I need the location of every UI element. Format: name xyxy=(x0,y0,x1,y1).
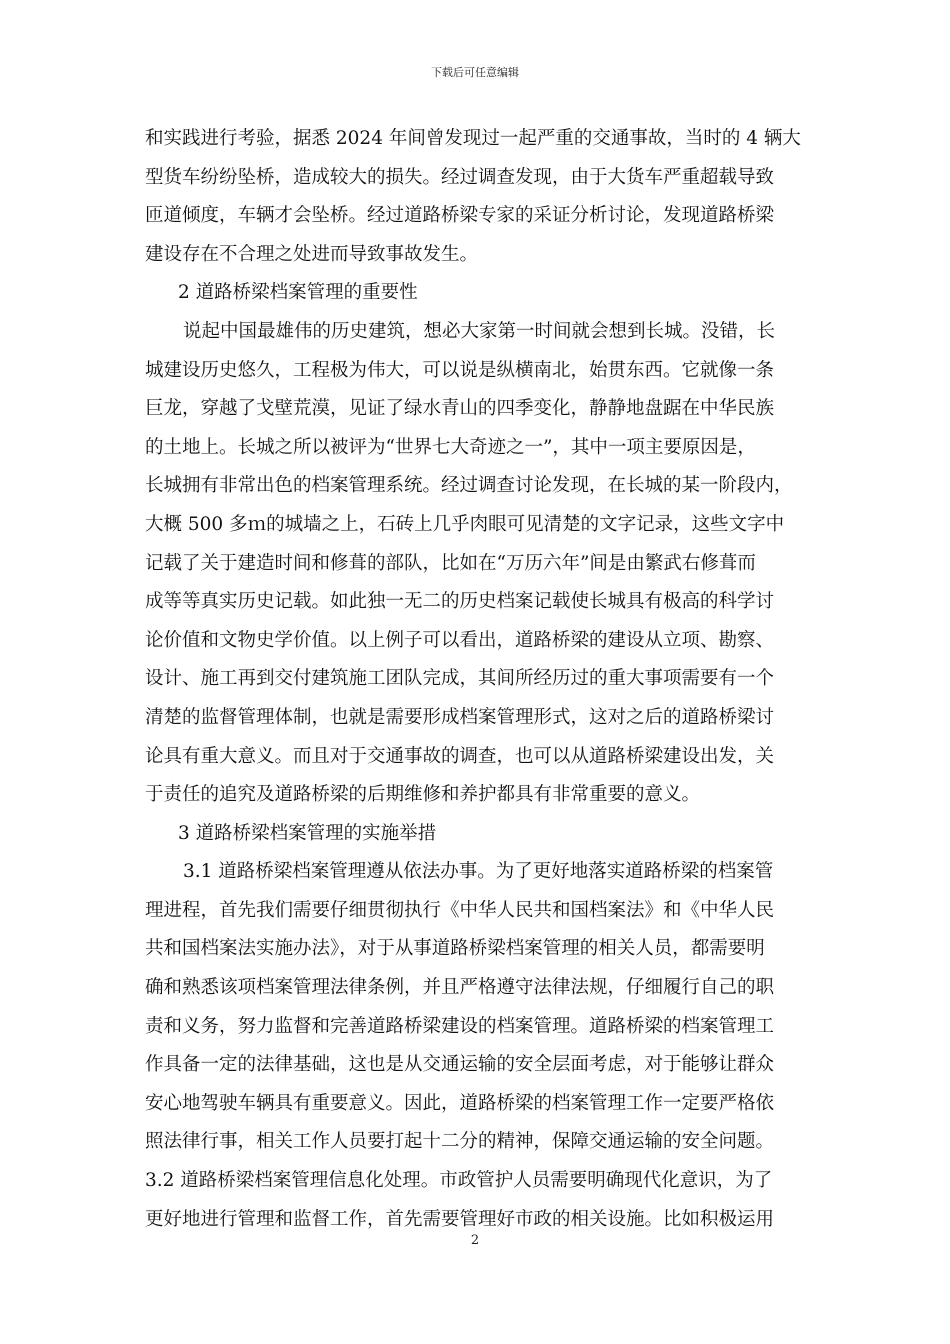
body-line: 论具有重大意义。而且对于交通事故的调查，也可以从道路桥梁建设出发，关 xyxy=(145,745,775,767)
body-line: 照法律行事，相关工作人员要打起十二分的精神，保障交通运输的安全问题。 xyxy=(145,1131,775,1153)
section-heading: 3 道路桥梁档案管理的实施举措 xyxy=(178,822,437,844)
page-number: 2 xyxy=(470,1233,480,1248)
body-line: 作具备一定的法律基础，这也是从交通运输的安全层面考虑，对于能够让群众 xyxy=(145,1054,775,1076)
subsection-line: 3.1 道路桥梁档案管理遵从依法办事。为了更好地落实道路桥梁的档案管 xyxy=(183,861,774,883)
body-line: 匝道倾度，车辆才会坠桥。经过道路桥梁专家的采证分析讨论，发现道路桥梁 xyxy=(145,205,775,227)
body-line: 于责任的追究及道路桥梁的后期维修和养护都具有非常重要的意义。 xyxy=(145,784,701,806)
body-line: 长城拥有非常出色的档案管理系统。经过调查讨论发现，在长城的某一阶段内， xyxy=(145,475,793,497)
body-line: 清楚的监督管理体制，也就是需要形成档案管理形式，这对之后的道路桥梁讨 xyxy=(145,706,775,728)
body-line: 记载了关于建造时间和修葺的部队，比如在“万历六年”间是由繁武右修葺而 xyxy=(145,552,756,574)
body-line: 论价值和文物史学价值。以上例子可以看出，道路桥梁的建设从立项、勘察、 xyxy=(145,629,775,651)
body-line: 设计、施工再到交付建筑施工团队完成，其间所经历过的重大事项需要有一个 xyxy=(145,668,775,690)
body-line: 型货车纷纷坠桥，造成较大的损失。经过调查发现，由于大货车严重超载导致 xyxy=(145,166,775,188)
body-line: 城建设历史悠久，工程极为伟大，可以说是纵横南北，始贯东西。它就像一条 xyxy=(145,359,775,381)
section-heading: 2 道路桥梁档案管理的重要性 xyxy=(178,282,418,304)
body-line: 成等等真实历史记载。如此独一无二的历史档案记载使长城具有极高的科学讨 xyxy=(145,591,775,613)
body-line: 和实践进行考验，据悉 2024 年间曾发现过一起严重的交通事故，当时的 4 辆大 xyxy=(145,128,801,149)
body-line: 责和义务，努力监督和完善道路桥梁建设的档案管理。道路桥梁的档案管理工 xyxy=(145,1015,775,1037)
subsection-line: 3.2 道路桥梁档案管理信息化处理。市政管护人员需要明确现代化意识，为了 xyxy=(145,1170,773,1192)
body-line: 理进程，首先我们需要仔细贯彻执行《中华人民共和国档案法》和《中华人民 xyxy=(145,899,775,921)
body-line: 建设存在不合理之处进而导致事故发生。 xyxy=(145,243,479,265)
body-line: 安心地驾驶车辆具有重要意义。因此，道路桥梁的档案管理工作一定要严格依 xyxy=(145,1092,775,1114)
body-line: 更好地进行管理和监督工作，首先需要管理好市政的相关设施。比如积极运用 xyxy=(145,1208,775,1230)
page-header: 下载后可任意编辑 xyxy=(431,66,519,79)
body-line: 大概 500 多ｍ的城墙之上，石砖上几乎肉眼可见清楚的文字记录，这些文字中 xyxy=(145,513,785,535)
document-body xyxy=(145,120,805,1239)
body-line: 确和熟悉该项档案管理法律条例，并且严格遵守法律法规，仔细履行自己的职 xyxy=(145,977,775,999)
body-line: 巨龙，穿越了戈壁荒漠，见证了绿水青山的四季变化，静静地盘踞在中华民族 xyxy=(145,398,775,420)
body-line: 说起中国最雄伟的历史建筑，想必大家第一时间就会想到长城。没错，长 xyxy=(183,320,776,342)
body-line: 共和国档案法实施办法》，对于从事道路桥梁档案管理的相关人员，都需要明 xyxy=(145,938,765,960)
body-line: 的土地上。长城之所以被评为“世界七大奇迹之一”，其中一项主要原因是， xyxy=(145,436,756,458)
